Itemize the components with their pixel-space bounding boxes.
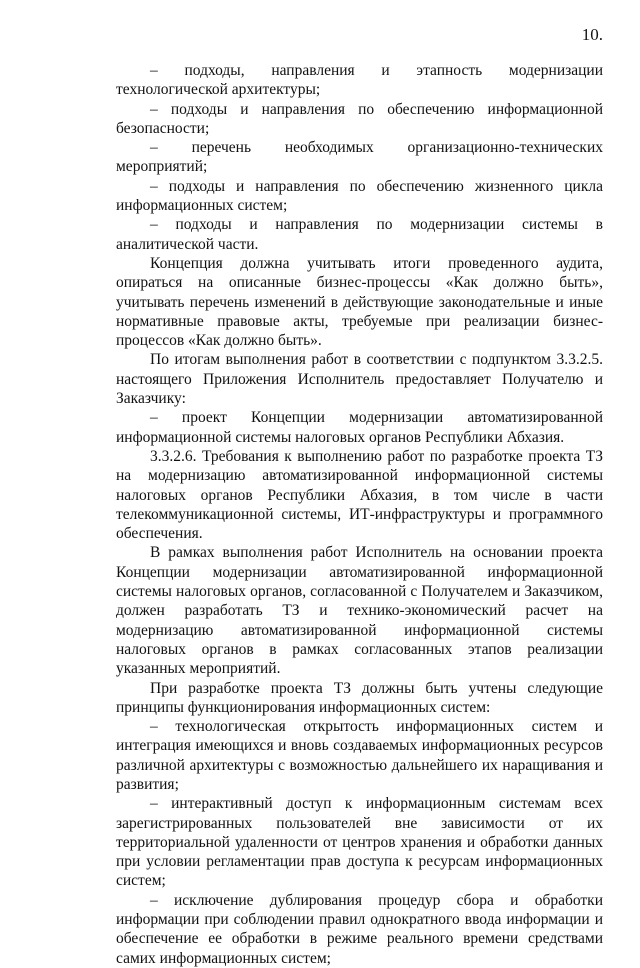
bullet-system-lifecycle: – подходы и направления по обеспечению жизненного цикла информационных систем; xyxy=(116,177,603,215)
bullet-concept-draft: – проект Концепции модернизации автоматизированной информационной системы налоговых органов Республики Абхазия. xyxy=(116,409,603,446)
bullet-technology-architecture: – подходы, направления и этапность модернизации технологической архитектуры; xyxy=(116,62,603,99)
document-body xyxy=(116,61,603,968)
paragraph-concept-requirements: Концепция должна учитывать итоги проведенного аудита, опираться на описанные бизнес-процессы «Как должно быть», учитывать перечень изменений в действующие законодательные и иные нормативные правовые акты, требуемые при реализации бизнес-процессов «Как должно быть». xyxy=(116,254,603,350)
bullet-information-security: – подходы и направления по обеспечению информационной безопасности; xyxy=(116,100,603,137)
paragraph-tz-development: В рамках выполнения работ Исполнитель на основании проекта Концепции модернизации автоматизированной информационной системы налоговых органов, согласованной с Получателем и Заказчиком, должен разработать ТЗ и технико-экономический расчет на модернизацию автоматизированной информационной системы налоговых органов в рамках согласованных этапов реализации указанных мероприятий. xyxy=(116,544,603,678)
page-number: 10. xyxy=(581,25,603,44)
bullet-interactive-access: – интерактивный доступ к информационным системам всех зарегистрированных пользователей вне зависимости от их территориальной удаленности от центров хранения и обработки данных при условии регламентации прав доступа к ресурсам информационных систем; xyxy=(116,795,603,890)
paragraph-principles-intro: При разработке проекта ТЗ должны быть учтены следующие принципы функционирования информационных систем: xyxy=(116,679,603,716)
bullet-analytical-part: – подходы и направления по модернизации системы в аналитической части. xyxy=(116,216,603,253)
bullet-technological-openness: – технологическая открытость информационных систем и интеграция имеющихся и вновь создаваемых информационных ресурсов различной архитектуры с возможностью дальнейшего их наращивания и развития; xyxy=(116,718,603,793)
bullet-organizational-measures: – перечень необходимых организационно-технических мероприятий; xyxy=(116,139,603,176)
section-3-3-2-6-heading: 3.3.2.6. Требования к выполнению работ по разработке проекта ТЗ на модернизацию автоматизированной информационной системы налоговых органов Республики Абхазия, в том числе в части телекоммуникационной системы, ИТ-инфраструктуры и программного обеспечения. xyxy=(116,447,603,543)
bullet-no-duplication: – исключение дублирования процедур сбора и обработки информации при соблюдении правил однократного ввода информации и обеспечение ее обработки в режиме реального времени средствами самих информационных систем; xyxy=(116,891,603,967)
paragraph-results-3-3-2-5: По итогам выполнения работ в соответствии с подпунктом 3.3.2.5. настоящего Приложения Исполнитель предоставляет Получателю и Заказчику: xyxy=(116,351,603,408)
